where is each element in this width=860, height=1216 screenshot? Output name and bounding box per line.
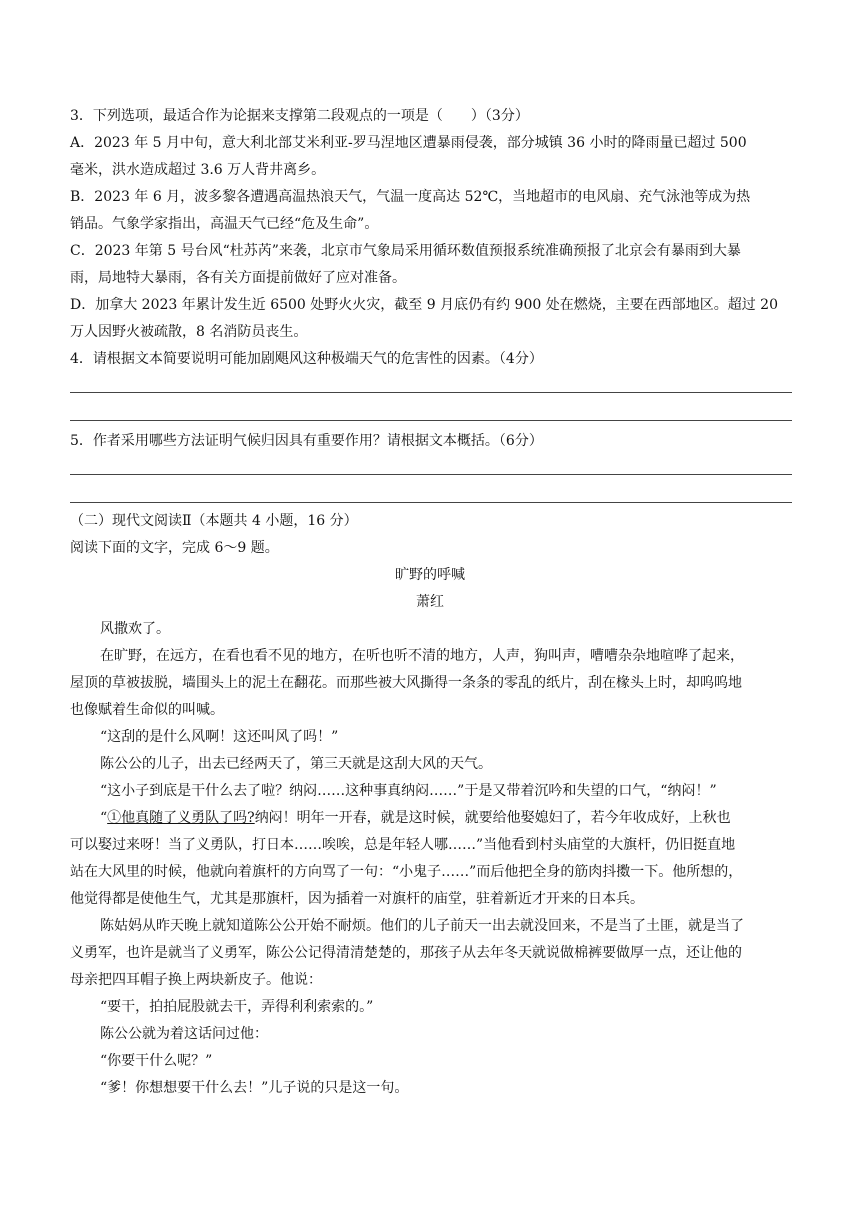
q3-option-c-line2: 雨，局地特大暴雨，各有关方面提前做好了应对准备。: [70, 270, 406, 286]
article-title: 旷野的呼喊: [395, 567, 465, 583]
article-paragraph-line: 站在大风里的时候，他就向着旗杆的方向骂了一句：“小鬼子……”而后他把全身的筋肉抖擞一下。他所想的，: [70, 864, 743, 880]
q3-option-c-line1: C．2023 年第 5 号台风“杜苏芮”来袭，北京市气象局采用循环数值预报系统准确预报了北京会有暴雨到大暴: [70, 243, 741, 259]
article-paragraph: “这刮的是什么风啊！这还叫风了吗！”: [100, 729, 339, 745]
article-author: 萧红: [416, 594, 444, 610]
article-paragraph: “你要干什么呢？”: [100, 1053, 213, 1069]
open-quote: “: [100, 810, 108, 826]
q3-option-a-line1: A．2023 年 5 月中旬，意大利北部艾米利亚-罗马涅地区遭暴雨侵袭，部分城镇 36 小时的降雨量已超过 500: [70, 135, 747, 151]
q3-option-d-line1: D．加拿大 2023 年累计发生近 6500 处野火火灾，截至 9 月底仍有约 900 处在燃烧，主要在西部地区。超过 20: [70, 297, 778, 313]
section-header: （二）现代文阅读Ⅱ（本题共 4 小题，16 分）: [70, 513, 358, 529]
section-instruction: 阅读下面的文字，完成 6～9 题。: [70, 540, 279, 556]
q4-answer-line-1[interactable]: [70, 392, 792, 393]
article-paragraph-line: 母亲把四耳帽子换上两块新皮子。他说：: [70, 972, 322, 988]
q3-stem: 3．下列选项，最适合作为论据来支撑第二段观点的一项是（ ）（3分）: [70, 108, 529, 124]
article-paragraph-line: 屋顶的草被拔脱，墙围头上的泥土在翻花。而那些被大风撕得一条条的零乱的纸片，刮在椽头上时，却呜呜地: [70, 675, 742, 691]
q3-option-d-line2: 万人因野火被疏散，8 名消防员丧生。: [70, 324, 308, 340]
article-paragraph: 陈公公的儿子，出去已经两天了，第三天就是这刮大风的天气。: [100, 756, 492, 772]
paragraph-text: 纳闷！明年一开春，就是这时候，就要给他娶媳妇了，若今年收成好，上秋也: [254, 810, 731, 826]
marked-sentence-1: ①他真随了义勇队了吗?: [107, 810, 255, 826]
q4-answer-line-2[interactable]: [70, 420, 792, 421]
article-paragraph-line: 也像赋着生命似的叫喊。: [70, 702, 224, 718]
q3-option-b-line1: B．2023 年 6 月，波多黎各遭遇高温热浪天气，气温一度高达 52℃，当地超市的电风扇、充气泳池等成为热: [70, 189, 751, 205]
article-paragraph: “这小子到底是干什么去了啦？纳闷……这种事真纳闷……”于是又带着沉吟和失望的口气，“纳闷！”: [100, 783, 717, 799]
article-paragraph-line: 在旷野，在远方，在看也看不见的地方，在听也听不清的地方，人声，狗叫声，嘈嘈杂杂地喧哗了起来，: [100, 648, 744, 664]
q3-option-b-line2: 销品。气象学家指出，高温天气已经“危及生命”。: [70, 216, 379, 232]
article-paragraph-line: 义勇军，也许是就当了义勇军，陈公公记得清清楚楚的，那孩子从去年冬天就说做棉裤要做厚一点，还让他的: [70, 945, 742, 961]
article-paragraph-line: 他觉得都是使他生气，尤其是那旗杆，因为插着一对旗杆的庙堂，驻着新近才开来的日本兵。: [70, 891, 644, 907]
article-paragraph-line: [100, 809, 792, 827]
q5-answer-line-2[interactable]: [70, 502, 792, 503]
article-paragraph: “要干，拍拍屁股就去干，弄得利利索索的。”: [100, 999, 374, 1015]
q5-answer-line-1[interactable]: [70, 474, 792, 475]
article-paragraph: “爹！你想想要干什么去！”儿子说的只是这一句。: [100, 1080, 409, 1096]
article-paragraph: 陈公公就为着这话问过他：: [100, 1026, 268, 1042]
article-paragraph-line: 可以娶过来呀！当了义勇队，打日本……唉唉，总是年轻人哪……”当他看到村头庙堂的大旗杆，仍旧挺直地: [70, 837, 736, 853]
q3-option-a-line2: 毫米，洪水造成超过 3.6 万人背井离乡。: [70, 162, 326, 178]
article-paragraph-line: 陈姑妈从昨天晚上就知道陈公公开始不耐烦。他们的儿子前天一出去就没回来，不是当了土匪，就是当了: [100, 918, 744, 934]
q5-stem: 5．作者采用哪些方法证明气候归因具有重要作用？请根据文本概括。（6分）: [70, 433, 543, 449]
q4-stem: 4．请根据文本简要说明可能加剧飓风这种极端天气的危害性的因素。（4分）: [70, 351, 543, 367]
article-paragraph: 风撒欢了。: [100, 621, 170, 637]
